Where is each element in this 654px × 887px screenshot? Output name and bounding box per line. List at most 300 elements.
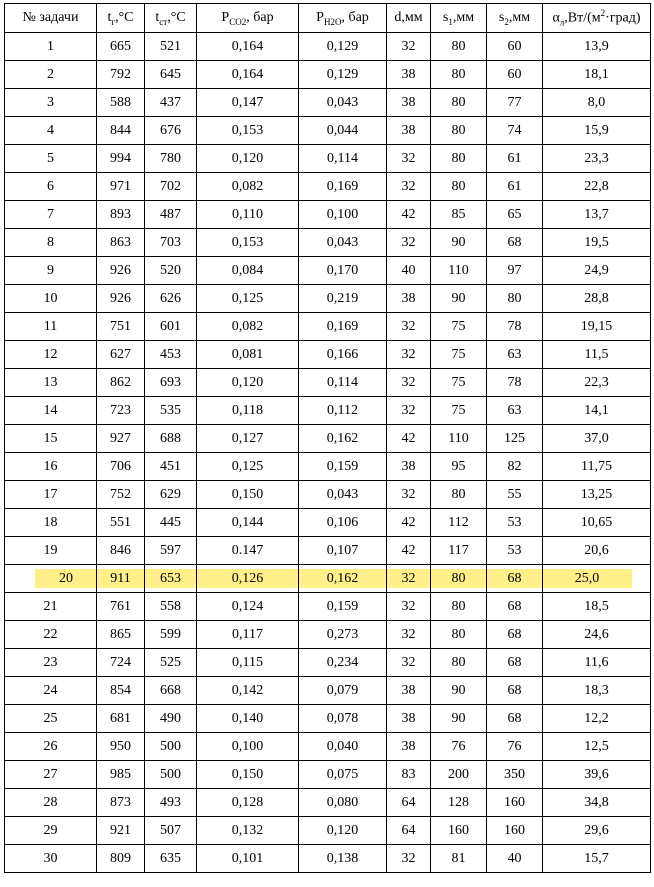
cell-wall-temperature: 780 — [145, 145, 197, 173]
cell-gas-temperature: 927 — [97, 425, 145, 453]
cell-alpha: 24,9 — [543, 257, 651, 285]
cell-task-number: 19 — [5, 537, 97, 565]
cell-gas-temperature: 761 — [97, 593, 145, 621]
cell-ph2o: 0,112 — [299, 397, 387, 425]
cell-gas-temperature: 588 — [97, 89, 145, 117]
table-row — [5, 201, 651, 229]
cell-task-number: 26 — [5, 733, 97, 761]
cell-task-number: 16 — [5, 453, 97, 481]
cell-s2: 60 — [487, 61, 543, 89]
cell-diameter: 38 — [387, 677, 431, 705]
cell-ph2o: 0,080 — [299, 789, 387, 817]
cell-gas-temperature: 862 — [97, 369, 145, 397]
cell-s1: 200 — [431, 761, 487, 789]
cell-gas-temperature: 706 — [97, 453, 145, 481]
cell-s2: 97 — [487, 257, 543, 285]
cell-pco2: 0,127 — [197, 425, 299, 453]
cell-task-number: 7 — [5, 201, 97, 229]
cell-s1: 160 — [431, 817, 487, 845]
cell-ph2o: 0,166 — [299, 341, 387, 369]
cell-wall-temperature: 629 — [145, 481, 197, 509]
cell-gas-temperature: 921 — [97, 817, 145, 845]
cell-wall-temperature: 507 — [145, 817, 197, 845]
cell-wall-temperature: 645 — [145, 61, 197, 89]
cell-alpha: 15,7 — [543, 845, 651, 873]
cell-ph2o: 0,159 — [299, 593, 387, 621]
cell-alpha: 11,6 — [543, 649, 651, 677]
cell-ph2o: 0,043 — [299, 229, 387, 257]
cell-wall-temperature: 702 — [145, 173, 197, 201]
cell-task-number: 15 — [5, 425, 97, 453]
cell-diameter: 38 — [387, 61, 431, 89]
cell-s1: 90 — [431, 677, 487, 705]
cell-alpha: 22,8 — [543, 173, 651, 201]
cell-wall-temperature: 445 — [145, 509, 197, 537]
table-row — [5, 705, 651, 733]
cell-pco2: 0,117 — [197, 621, 299, 649]
cell-s1: 75 — [431, 341, 487, 369]
table-container — [4, 3, 651, 873]
highlighted-cell-value: 20 — [35, 569, 97, 588]
table-row — [5, 817, 651, 845]
table-row — [5, 453, 651, 481]
cell-ph2o: 0,129 — [299, 61, 387, 89]
table-row — [5, 117, 651, 145]
cell-alpha: 19,15 — [543, 313, 651, 341]
header-s2: $s_2,мм$ — [487, 4, 543, 33]
cell-pco2: 0,128 — [197, 789, 299, 817]
table-row — [5, 313, 651, 341]
cell-diameter: 42 — [387, 537, 431, 565]
cell-pco2: 0,150 — [197, 481, 299, 509]
cell-ph2o: 0,075 — [299, 761, 387, 789]
cell-pco2: 0,150 — [197, 761, 299, 789]
cell-pco2: 0.147 — [197, 537, 299, 565]
cell-s2: 40 — [487, 845, 543, 873]
cell-diameter: 32 — [387, 313, 431, 341]
cell-gas-temperature: 681 — [97, 705, 145, 733]
cell-pco2: 0,125 — [197, 285, 299, 313]
cell-pco2: 0,082 — [197, 313, 299, 341]
cell-s1: 80 — [431, 145, 487, 173]
cell-wall-temperature: 520 — [145, 257, 197, 285]
cell-alpha: 20,6 — [543, 537, 651, 565]
table-row — [5, 481, 651, 509]
cell-alpha: 8,0 — [543, 89, 651, 117]
cell-gas-temperature: 751 — [97, 313, 145, 341]
cell-s2: 55 — [487, 481, 543, 509]
cell-pco2: 0,164 — [197, 33, 299, 61]
cell-alpha: 34,8 — [543, 789, 651, 817]
cell-diameter: 32 — [387, 481, 431, 509]
cell-diameter: 32 — [387, 229, 431, 257]
cell-diameter: 42 — [387, 509, 431, 537]
cell-s1: 85 — [431, 201, 487, 229]
table-row — [5, 173, 651, 201]
cell-s2: 125 — [487, 425, 543, 453]
cell-s2: 78 — [487, 313, 543, 341]
table-row — [5, 425, 651, 453]
cell-s1: 117 — [431, 537, 487, 565]
cell-ph2o: 0,170 — [299, 257, 387, 285]
cell-alpha: 39,6 — [543, 761, 651, 789]
cell-s1: 75 — [431, 313, 487, 341]
cell-gas-temperature: 792 — [97, 61, 145, 89]
cell-pco2: 0,100 — [197, 733, 299, 761]
cell-gas-temperature: 854 — [97, 677, 145, 705]
cell-s1: 75 — [431, 397, 487, 425]
cell-gas-temperature: 926 — [97, 285, 145, 313]
cell-s2: 82 — [487, 453, 543, 481]
cell-s1: 80 — [431, 593, 487, 621]
table-row — [5, 845, 651, 873]
cell-pco2: 0,124 — [197, 593, 299, 621]
highlighted-cell-value: 68 — [486, 569, 543, 588]
cell-s2: 78 — [487, 369, 543, 397]
cell-gas-temperature: 985 — [97, 761, 145, 789]
cell-ph2o: 0,169 — [299, 173, 387, 201]
table-row — [5, 369, 651, 397]
cell-alpha: 18,5 — [543, 593, 651, 621]
cell-gas-temperature: 863 — [97, 229, 145, 257]
header-row — [5, 4, 651, 33]
cell-s1: 95 — [431, 453, 487, 481]
table-row — [5, 61, 651, 89]
cell-pco2: 0,147 — [197, 89, 299, 117]
cell-s2: 63 — [487, 397, 543, 425]
cell-diameter: 32 — [387, 369, 431, 397]
cell-alpha: 22,3 — [543, 369, 651, 397]
cell-pco2: 0,084 — [197, 257, 299, 285]
cell-alpha: 15,9 — [543, 117, 651, 145]
cell-alpha: 12,5 — [543, 733, 651, 761]
cell-ph2o: 0,106 — [299, 509, 387, 537]
cell-ph2o: 0,079 — [299, 677, 387, 705]
cell-s2: 68 — [487, 621, 543, 649]
cell-task-number: 10 — [5, 285, 97, 313]
cell-task-number: 18 — [5, 509, 97, 537]
cell-wall-temperature: 668 — [145, 677, 197, 705]
header-s1: $s_1,мм$ — [431, 4, 487, 33]
cell-s2: 68 — [487, 649, 543, 677]
cell-diameter: 64 — [387, 817, 431, 845]
table-row — [5, 789, 651, 817]
cell-wall-temperature: 500 — [145, 761, 197, 789]
table-row — [5, 621, 651, 649]
cell-task-number: 12 — [5, 341, 97, 369]
cell-s2: 68 — [487, 229, 543, 257]
cell-pco2: 0,142 — [197, 677, 299, 705]
cell-wall-temperature: 493 — [145, 789, 197, 817]
cell-pco2: 0,132 — [197, 817, 299, 845]
cell-ph2o: 0,078 — [299, 705, 387, 733]
cell-diameter: 32 — [387, 33, 431, 61]
cell-s1: 75 — [431, 369, 487, 397]
cell-task-number: 6 — [5, 173, 97, 201]
cell-wall-temperature: 599 — [145, 621, 197, 649]
cell-alpha: 13,9 — [543, 33, 651, 61]
cell-s1: 80 — [431, 481, 487, 509]
cell-wall-temperature: 525 — [145, 649, 197, 677]
cell-task-number: 17 — [5, 481, 97, 509]
cell-ph2o: 0,219 — [299, 285, 387, 313]
cell-gas-temperature: 893 — [97, 201, 145, 229]
cell-pco2: 0,153 — [197, 117, 299, 145]
table-row — [5, 677, 651, 705]
cell-gas-temperature — [97, 565, 145, 593]
header-diameter: d,мм — [387, 4, 431, 33]
cell-wall-temperature: 487 — [145, 201, 197, 229]
header-wall-temperature: $t_{ст},^\circ C$ — [145, 4, 197, 33]
cell-s2: 68 — [487, 593, 543, 621]
cell-wall-temperature: 490 — [145, 705, 197, 733]
cell-task-number: 21 — [5, 593, 97, 621]
cell-task-number: 8 — [5, 229, 97, 257]
cell-task-number: 28 — [5, 789, 97, 817]
cell-wall-temperature: 703 — [145, 229, 197, 257]
table-row — [5, 537, 651, 565]
cell-alpha: 11,5 — [543, 341, 651, 369]
cell-alpha: 11,75 — [543, 453, 651, 481]
highlighted-cell-value: 0,126 — [196, 569, 299, 588]
cell-alpha: 18,1 — [543, 61, 651, 89]
cell-task-number: 27 — [5, 761, 97, 789]
cell-ph2o: 0,162 — [299, 425, 387, 453]
cell-diameter: 42 — [387, 201, 431, 229]
cell-diameter: 38 — [387, 117, 431, 145]
cell-diameter: 38 — [387, 705, 431, 733]
cell-ph2o — [299, 565, 387, 593]
cell-alpha — [543, 565, 651, 593]
cell-s1: 90 — [431, 229, 487, 257]
cell-s2: 68 — [487, 677, 543, 705]
cell-diameter: 38 — [387, 453, 431, 481]
table-row — [5, 565, 651, 593]
table-row — [5, 341, 651, 369]
cell-ph2o: 0,040 — [299, 733, 387, 761]
cell-gas-temperature: 627 — [97, 341, 145, 369]
cell-wall-temperature: 453 — [145, 341, 197, 369]
cell-diameter: 32 — [387, 173, 431, 201]
cell-wall-temperature: 451 — [145, 453, 197, 481]
cell-gas-temperature: 950 — [97, 733, 145, 761]
cell-ph2o: 0,043 — [299, 481, 387, 509]
cell-alpha: 24,6 — [543, 621, 651, 649]
cell-ph2o: 0,273 — [299, 621, 387, 649]
cell-gas-temperature: 844 — [97, 117, 145, 145]
highlighted-cell-value: 25,0 — [542, 569, 632, 588]
header-alpha: $\alpha_л,Вт/(м^2\cdot град)$ — [543, 4, 651, 33]
cell-pco2: 0,144 — [197, 509, 299, 537]
table-row — [5, 593, 651, 621]
table-row — [5, 397, 651, 425]
cell-s2 — [487, 565, 543, 593]
cell-pco2: 0,081 — [197, 341, 299, 369]
table-row — [5, 649, 651, 677]
cell-task-number: 30 — [5, 845, 97, 873]
header-gas-temperature: $t_г,^\circ C$ — [97, 4, 145, 33]
cell-s1: 90 — [431, 285, 487, 313]
cell-task-number: 25 — [5, 705, 97, 733]
cell-gas-temperature: 971 — [97, 173, 145, 201]
cell-task-number: 3 — [5, 89, 97, 117]
cell-gas-temperature: 723 — [97, 397, 145, 425]
cell-alpha: 14,1 — [543, 397, 651, 425]
header-ph2o: $P_{H2O}$, бар — [299, 4, 387, 33]
cell-gas-temperature: 994 — [97, 145, 145, 173]
cell-gas-temperature: 926 — [97, 257, 145, 285]
cell-s2: 77 — [487, 89, 543, 117]
cell-diameter: 38 — [387, 733, 431, 761]
cell-pco2: 0,120 — [197, 369, 299, 397]
table-row — [5, 257, 651, 285]
cell-gas-temperature: 752 — [97, 481, 145, 509]
cell-pco2: 0,115 — [197, 649, 299, 677]
cell-ph2o: 0,114 — [299, 369, 387, 397]
cell-diameter: 42 — [387, 425, 431, 453]
cell-pco2: 0,118 — [197, 397, 299, 425]
table-row — [5, 733, 651, 761]
cell-s1: 110 — [431, 257, 487, 285]
highlighted-cell-value: 32 — [386, 569, 431, 588]
cell-alpha: 12,2 — [543, 705, 651, 733]
cell-alpha: 19,5 — [543, 229, 651, 257]
cell-ph2o: 0,044 — [299, 117, 387, 145]
cell-s2: 160 — [487, 789, 543, 817]
cell-s2: 68 — [487, 705, 543, 733]
task-data-table — [4, 3, 651, 873]
cell-wall-temperature: 558 — [145, 593, 197, 621]
cell-alpha: 29,6 — [543, 817, 651, 845]
highlighted-cell-value: 653 — [144, 569, 197, 588]
cell-pco2: 0,140 — [197, 705, 299, 733]
cell-s2: 80 — [487, 285, 543, 313]
cell-task-number: 24 — [5, 677, 97, 705]
cell-diameter: 32 — [387, 845, 431, 873]
cell-diameter: 32 — [387, 341, 431, 369]
cell-diameter: 32 — [387, 145, 431, 173]
cell-task-number: 29 — [5, 817, 97, 845]
table-row — [5, 33, 651, 61]
cell-ph2o: 0,120 — [299, 817, 387, 845]
header-pco2: $P_{CO2}$, бар — [197, 4, 299, 33]
cell-s2: 350 — [487, 761, 543, 789]
cell-pco2: 0,125 — [197, 453, 299, 481]
cell-ph2o: 0,043 — [299, 89, 387, 117]
cell-gas-temperature: 846 — [97, 537, 145, 565]
table-row — [5, 761, 651, 789]
cell-s1: 80 — [431, 61, 487, 89]
cell-ph2o: 0,138 — [299, 845, 387, 873]
cell-ph2o: 0,234 — [299, 649, 387, 677]
cell-gas-temperature: 873 — [97, 789, 145, 817]
cell-gas-temperature: 551 — [97, 509, 145, 537]
cell-wall-temperature — [145, 565, 197, 593]
cell-task-number: 2 — [5, 61, 97, 89]
header-task-number: № задачи — [5, 4, 97, 33]
cell-diameter: 83 — [387, 761, 431, 789]
cell-ph2o: 0,159 — [299, 453, 387, 481]
cell-s2: 61 — [487, 173, 543, 201]
cell-s1: 110 — [431, 425, 487, 453]
cell-pco2: 0,153 — [197, 229, 299, 257]
cell-wall-temperature: 626 — [145, 285, 197, 313]
cell-s2: 53 — [487, 509, 543, 537]
cell-s2: 74 — [487, 117, 543, 145]
cell-diameter: 32 — [387, 621, 431, 649]
cell-ph2o: 0,107 — [299, 537, 387, 565]
cell-pco2: 0,120 — [197, 145, 299, 173]
table-body — [5, 33, 651, 873]
cell-wall-temperature: 500 — [145, 733, 197, 761]
cell-s1: 76 — [431, 733, 487, 761]
cell-task-number: 4 — [5, 117, 97, 145]
cell-wall-temperature: 521 — [145, 33, 197, 61]
cell-s1: 112 — [431, 509, 487, 537]
cell-wall-temperature: 676 — [145, 117, 197, 145]
cell-alpha: 18,3 — [543, 677, 651, 705]
table-row — [5, 145, 651, 173]
cell-task-number: 22 — [5, 621, 97, 649]
table-row — [5, 509, 651, 537]
cell-s2: 160 — [487, 817, 543, 845]
cell-task-number: 11 — [5, 313, 97, 341]
cell-gas-temperature: 724 — [97, 649, 145, 677]
cell-s2: 63 — [487, 341, 543, 369]
cell-task-number: 5 — [5, 145, 97, 173]
cell-s1: 80 — [431, 33, 487, 61]
cell-wall-temperature: 437 — [145, 89, 197, 117]
cell-ph2o: 0,169 — [299, 313, 387, 341]
cell-pco2 — [197, 565, 299, 593]
cell-gas-temperature: 809 — [97, 845, 145, 873]
cell-pco2: 0,110 — [197, 201, 299, 229]
cell-task-number: 13 — [5, 369, 97, 397]
cell-s1: 80 — [431, 621, 487, 649]
cell-wall-temperature: 635 — [145, 845, 197, 873]
cell-wall-temperature: 601 — [145, 313, 197, 341]
cell-alpha: 13,25 — [543, 481, 651, 509]
cell-wall-temperature: 535 — [145, 397, 197, 425]
cell-diameter: 40 — [387, 257, 431, 285]
cell-ph2o: 0,129 — [299, 33, 387, 61]
cell-wall-temperature: 597 — [145, 537, 197, 565]
cell-task-number: 1 — [5, 33, 97, 61]
cell-diameter: 38 — [387, 89, 431, 117]
cell-ph2o: 0,114 — [299, 145, 387, 173]
cell-diameter: 64 — [387, 789, 431, 817]
cell-s2: 65 — [487, 201, 543, 229]
cell-diameter: 38 — [387, 285, 431, 313]
highlighted-cell-value: 80 — [430, 569, 487, 588]
cell-ph2o: 0,100 — [299, 201, 387, 229]
cell-s1 — [431, 565, 487, 593]
cell-alpha: 10,65 — [543, 509, 651, 537]
cell-wall-temperature: 693 — [145, 369, 197, 397]
cell-task-number: 9 — [5, 257, 97, 285]
cell-diameter: 32 — [387, 649, 431, 677]
cell-alpha: 13,7 — [543, 201, 651, 229]
cell-s2: 53 — [487, 537, 543, 565]
cell-s1: 90 — [431, 705, 487, 733]
cell-gas-temperature: 665 — [97, 33, 145, 61]
cell-wall-temperature: 688 — [145, 425, 197, 453]
table-row — [5, 89, 651, 117]
cell-alpha: 23,3 — [543, 145, 651, 173]
cell-s2: 61 — [487, 145, 543, 173]
cell-s2: 60 — [487, 33, 543, 61]
table-row — [5, 229, 651, 257]
